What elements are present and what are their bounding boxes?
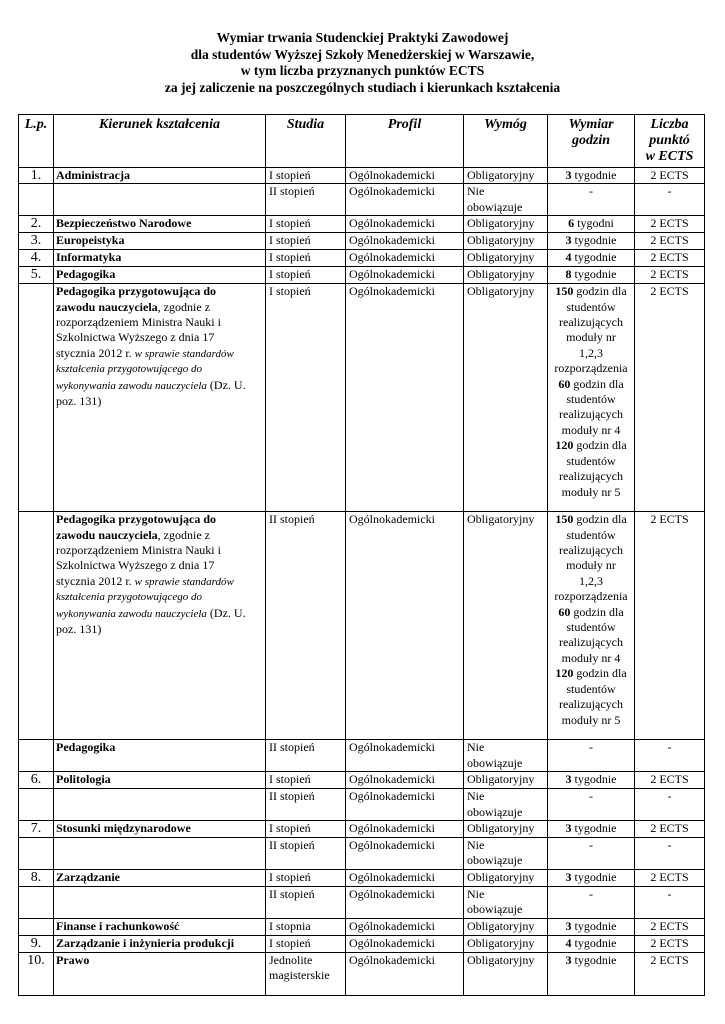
cell-wymiar: 6 tygodni — [548, 216, 635, 233]
cell-wymiar: - — [548, 740, 635, 772]
cell-kierunek: Pedagogika — [54, 267, 266, 284]
cell-lp — [19, 512, 54, 740]
cell-lp: 7. — [19, 821, 54, 838]
cell-wymog: Obligatoryjny — [464, 869, 548, 886]
cell-studia: I stopień — [266, 168, 346, 184]
cell-lp: 5. — [19, 267, 54, 284]
cell-wymiar: 3 tygodnie — [548, 772, 635, 789]
cell-studia: I stopień — [266, 216, 346, 233]
cell-kierunek: Zarządzanie — [54, 869, 266, 886]
header-row — [19, 115, 705, 168]
cell-profil: Ogólnokademicki — [346, 184, 464, 216]
cell-studia: II stopień — [266, 789, 346, 821]
cell-wymog: Nie obowiązuje — [464, 184, 548, 216]
table-row — [19, 886, 705, 918]
cell-lp — [19, 284, 54, 512]
cell-wymiar: 8 tygodnie — [548, 267, 635, 284]
cell-wymog: Nie obowiązuje — [464, 789, 548, 821]
cell-profil: Ogólnokademicki — [346, 789, 464, 821]
cell-ects: 2 ECTS — [635, 821, 705, 838]
cell-kierunek: Pedagogika przygotowująca do zawodu nauczyciela, zgodnie z rozporządzeniem Ministra Nauki i Szkolnictwa Wyższego z dnia 17 stycznia 2012 r. w sprawie standardów kształcenia przygotowującego do wykonywania zawodu nauczyciela (Dz. U. poz. 131) — [54, 284, 266, 512]
cell-studia: Jednolite magisterskie — [266, 952, 346, 995]
cell-ects: 2 ECTS — [635, 952, 705, 995]
cell-kierunek: Bezpieczeństwo Narodowe — [54, 216, 266, 233]
cell-profil: Ogólnokademicki — [346, 952, 464, 995]
cell-ects: - — [635, 184, 705, 216]
table-row — [19, 838, 705, 870]
table-row — [19, 284, 705, 512]
table-row — [19, 250, 705, 267]
table-row — [19, 935, 705, 952]
cell-lp — [19, 886, 54, 918]
cell-wymog: Obligatoryjny — [464, 952, 548, 995]
document-title — [0, 30, 725, 96]
cell-studia: I stopnia — [266, 918, 346, 935]
cell-lp: 3. — [19, 233, 54, 250]
cell-wymiar: 4 tygodnie — [548, 935, 635, 952]
cell-wymiar: 150 godzin dla studentów realizujących moduły nr 1,2,3 rozporządzenia 60 godzin dla studentów realizujących moduły nr 4 120 godzin dla studentów realizujących moduły nr 5 — [548, 284, 635, 512]
table-row — [19, 869, 705, 886]
cell-kierunek: Pedagogika przygotowująca do zawodu nauczyciela, zgodnie z rozporządzeniem Ministra Nauki i Szkolnictwa Wyższego z dnia 17 stycznia 2012 r. w sprawie standardów kształcenia przygotowującego do wykonywania zawodu nauczyciela (Dz. U. poz. 131) — [54, 512, 266, 740]
cell-lp — [19, 838, 54, 870]
cell-wymog: Nie obowiązuje — [464, 838, 548, 870]
cell-lp: 10. — [19, 952, 54, 995]
table-row — [19, 233, 705, 250]
cell-profil: Ogólnokademicki — [346, 267, 464, 284]
cell-kierunek — [54, 184, 266, 216]
table-row — [19, 512, 705, 740]
cell-wymog: Obligatoryjny — [464, 267, 548, 284]
cell-lp: 9. — [19, 935, 54, 952]
cell-wymog: Obligatoryjny — [464, 250, 548, 267]
header-profil: Profil — [346, 115, 464, 168]
cell-wymog: Obligatoryjny — [464, 168, 548, 184]
cell-profil: Ogólnokademicki — [346, 935, 464, 952]
cell-wymiar: 3 tygodnie — [548, 233, 635, 250]
cell-studia: II stopień — [266, 838, 346, 870]
cell-ects: 2 ECTS — [635, 250, 705, 267]
cell-profil: Ogólnokademicki — [346, 772, 464, 789]
table-row — [19, 918, 705, 935]
cell-kierunek — [54, 838, 266, 870]
cell-ects: 2 ECTS — [635, 918, 705, 935]
cell-profil: Ogólnokademicki — [346, 233, 464, 250]
table-row — [19, 952, 705, 995]
cell-profil: Ogólnokademicki — [346, 168, 464, 184]
cell-kierunek — [54, 886, 266, 918]
cell-kierunek: Informatyka — [54, 250, 266, 267]
title-line-1: Wymiar trwania Studenckiej Praktyki Zawodowej — [216, 30, 509, 45]
cell-profil: Ogólnokademicki — [346, 918, 464, 935]
cell-kierunek: Politologia — [54, 772, 266, 789]
cell-studia: I stopień — [266, 869, 346, 886]
cell-studia: I stopień — [266, 772, 346, 789]
cell-ects: 2 ECTS — [635, 168, 705, 184]
cell-wymog: Obligatoryjny — [464, 512, 548, 740]
cell-ects: 2 ECTS — [635, 216, 705, 233]
cell-ects: - — [635, 886, 705, 918]
header-lp: L.p. — [19, 115, 54, 168]
cell-profil: Ogólnokademicki — [346, 869, 464, 886]
cell-lp — [19, 789, 54, 821]
cell-lp — [19, 184, 54, 216]
cell-wymog: Nie obowiązuje — [464, 740, 548, 772]
cell-ects: 2 ECTS — [635, 869, 705, 886]
header-wymog: Wymóg — [464, 115, 548, 168]
cell-profil: Ogólnokademicki — [346, 886, 464, 918]
cell-studia: II stopień — [266, 512, 346, 740]
cell-ects: 2 ECTS — [635, 772, 705, 789]
table-row — [19, 216, 705, 233]
header-kierunek: Kierunek kształcenia — [54, 115, 266, 168]
cell-lp: 6. — [19, 772, 54, 789]
cell-wymiar: 3 tygodnie — [548, 168, 635, 184]
cell-studia: II stopień — [266, 886, 346, 918]
cell-wymog: Obligatoryjny — [464, 918, 548, 935]
title-line-3: w tym liczba przyznanych punktów ECTS — [240, 63, 485, 78]
cell-ects: 2 ECTS — [635, 233, 705, 250]
cell-lp — [19, 918, 54, 935]
cell-wymiar: 3 tygodnie — [548, 869, 635, 886]
cell-kierunek: Stosunki międzynarodowe — [54, 821, 266, 838]
cell-ects: - — [635, 740, 705, 772]
cell-profil: Ogólnokademicki — [346, 821, 464, 838]
cell-wymiar: 3 tygodnie — [548, 821, 635, 838]
header-wymiar: Wymiar godzin — [548, 115, 635, 168]
cell-wymiar: 3 tygodnie — [548, 952, 635, 995]
table-row — [19, 267, 705, 284]
cell-ects: - — [635, 838, 705, 870]
table-row — [19, 184, 705, 216]
cell-wymog: Obligatoryjny — [464, 233, 548, 250]
title-line-2: dla studentów Wyższej Szkoły Menedżerskiej w Warszawie, — [190, 46, 535, 62]
cell-wymiar: - — [548, 886, 635, 918]
cell-studia: I stopień — [266, 935, 346, 952]
cell-lp: 8. — [19, 869, 54, 886]
cell-ects: - — [635, 789, 705, 821]
cell-profil: Ogólnokademicki — [346, 284, 464, 512]
table-row — [19, 740, 705, 772]
title-line-4: za jej zaliczenie na poszczególnych studiach i kierunkach kształcenia — [164, 79, 561, 95]
cell-wymiar: 150 godzin dla studentów realizujących moduły nr 1,2,3 rozporządzenia 60 godzin dla studentów realizujących moduły nr 4 120 godzin dla studentów realizujących moduły nr 5 — [548, 512, 635, 740]
header-ects: Liczba punktó w ECTS — [635, 115, 705, 168]
cell-kierunek: Europeistyka — [54, 233, 266, 250]
cell-profil: Ogólnokademicki — [346, 838, 464, 870]
cell-lp: 4. — [19, 250, 54, 267]
cell-wymog: Obligatoryjny — [464, 935, 548, 952]
cell-lp: 1. — [19, 168, 54, 184]
cell-profil: Ogólnokademicki — [346, 216, 464, 233]
cell-lp: 2. — [19, 216, 54, 233]
cell-ects: 2 ECTS — [635, 284, 705, 512]
cell-studia: I stopień — [266, 267, 346, 284]
practice-table — [18, 114, 705, 996]
cell-ects: 2 ECTS — [635, 935, 705, 952]
cell-profil: Ogólnokademicki — [346, 250, 464, 267]
table-row — [19, 789, 705, 821]
header-studia: Studia — [266, 115, 346, 168]
cell-studia: I stopień — [266, 284, 346, 512]
cell-wymiar: - — [548, 838, 635, 870]
cell-ects: 2 ECTS — [635, 512, 705, 740]
cell-wymiar: 4 tygodnie — [548, 250, 635, 267]
cell-studia: I stopień — [266, 821, 346, 838]
cell-wymiar: - — [548, 789, 635, 821]
cell-studia: II stopień — [266, 740, 346, 772]
cell-profil: Ogólnokademicki — [346, 512, 464, 740]
cell-wymog: Obligatoryjny — [464, 284, 548, 512]
table-row — [19, 772, 705, 789]
table-row — [19, 821, 705, 838]
cell-wymog: Obligatoryjny — [464, 821, 548, 838]
cell-studia: I stopień — [266, 250, 346, 267]
cell-studia: II stopień — [266, 184, 346, 216]
cell-kierunek: Zarządzanie i inżynieria produkcji — [54, 935, 266, 952]
cell-wymiar: - — [548, 184, 635, 216]
cell-kierunek: Finanse i rachunkowość — [54, 918, 266, 935]
cell-kierunek: Pedagogika — [54, 740, 266, 772]
cell-studia: I stopień — [266, 233, 346, 250]
table-row — [19, 168, 705, 184]
cell-lp — [19, 740, 54, 772]
cell-kierunek: Prawo — [54, 952, 266, 995]
cell-profil: Ogólnokademicki — [346, 740, 464, 772]
cell-wymog: Obligatoryjny — [464, 772, 548, 789]
cell-kierunek — [54, 789, 266, 821]
cell-kierunek: Administracja — [54, 168, 266, 184]
cell-wymiar: 3 tygodnie — [548, 918, 635, 935]
cell-ects: 2 ECTS — [635, 267, 705, 284]
cell-wymog: Nie obowiązuje — [464, 886, 548, 918]
cell-wymog: Obligatoryjny — [464, 216, 548, 233]
